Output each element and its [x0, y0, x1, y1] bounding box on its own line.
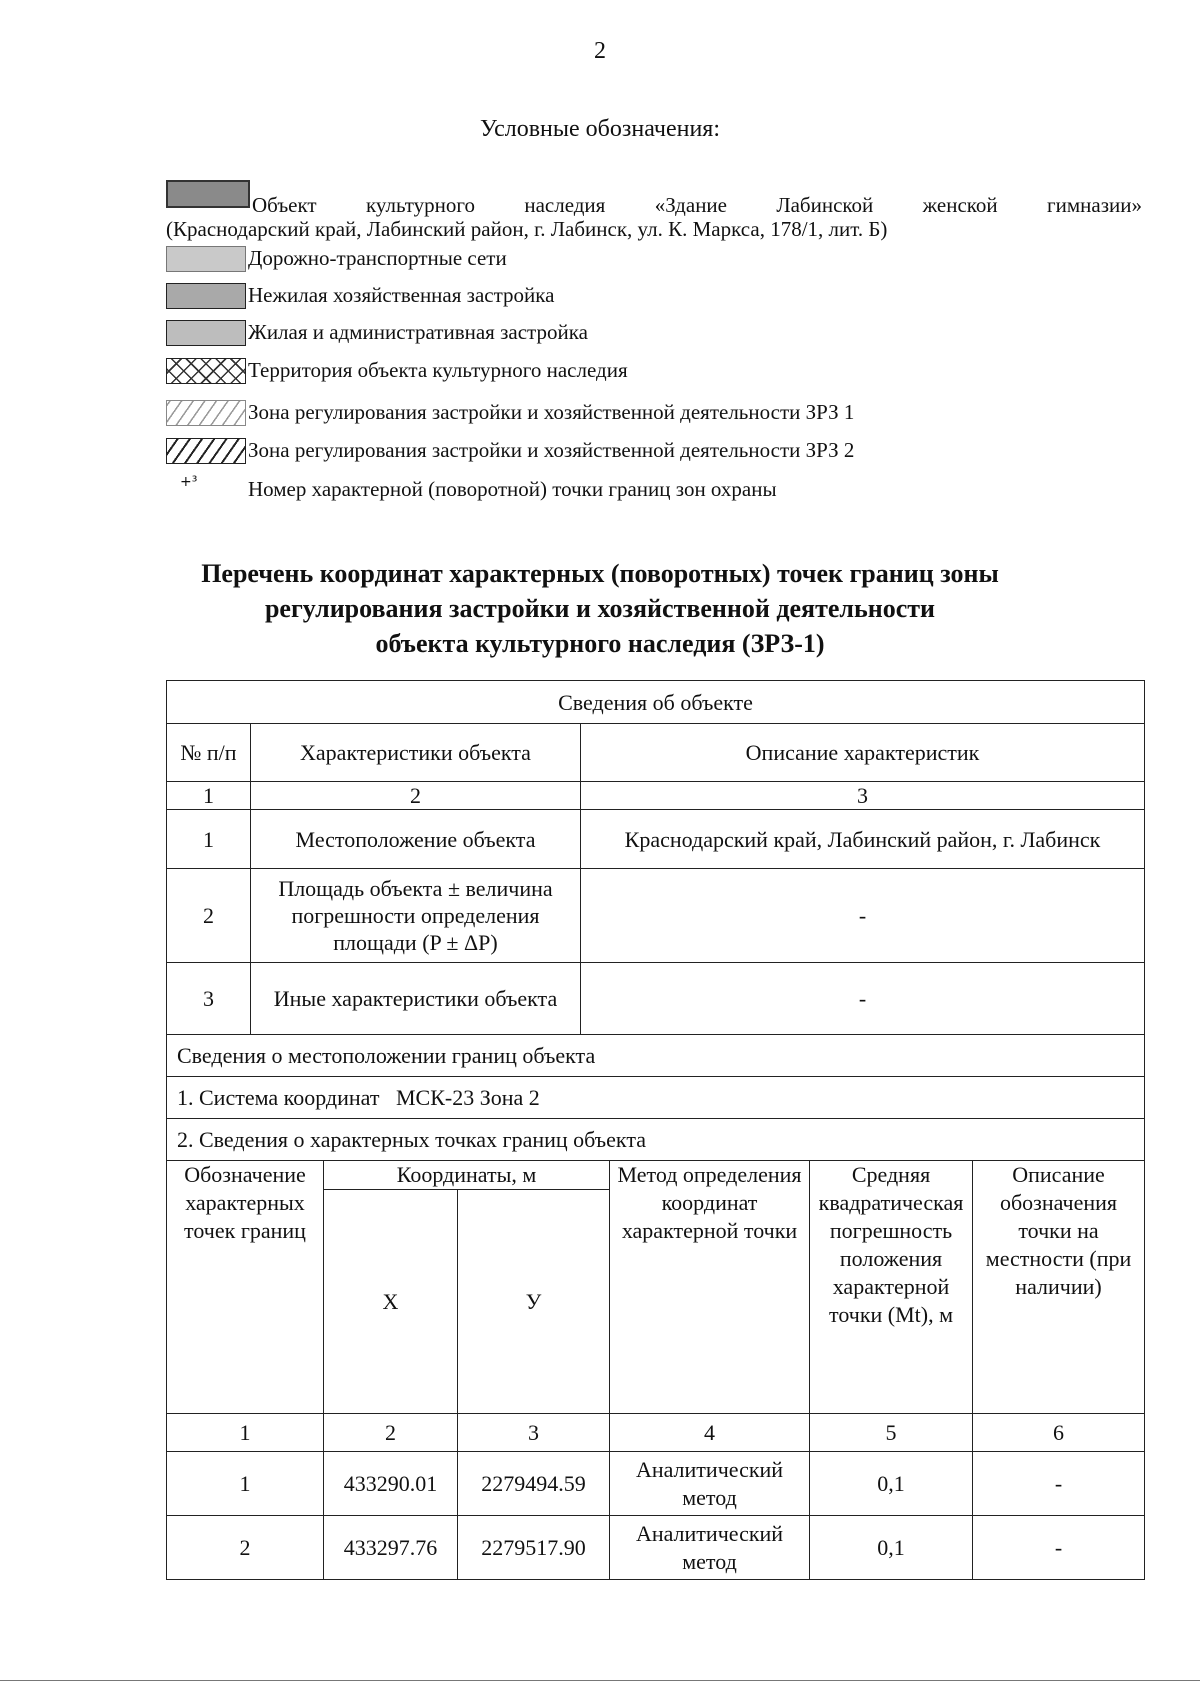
heritage-territory-swatch — [166, 358, 246, 384]
column-number-row — [167, 782, 1145, 810]
table-row — [167, 810, 1145, 869]
column-header: Характеристики объекта — [251, 724, 581, 782]
points-section-title: 2. Сведения о характерных точках границ объекта — [167, 1119, 1145, 1161]
zone-zrz2-swatch — [166, 438, 246, 464]
column-number: 1 — [167, 1414, 324, 1452]
point-number: 2 — [167, 1516, 324, 1580]
column-header-description: Описание обозначения точки на местности (при наличии) — [973, 1161, 1145, 1414]
method: Аналитический метод — [610, 1516, 810, 1580]
row-number: 1 — [167, 810, 251, 869]
error-value: 0,1 — [810, 1452, 973, 1516]
row-name: Площадь объекта ± величина погрешности определения площади (P ± ΔP) — [251, 869, 581, 963]
column-header-x: Х — [324, 1190, 458, 1414]
method: Аналитический метод — [610, 1452, 810, 1516]
row-value: - — [581, 869, 1145, 963]
table-row — [167, 681, 1145, 724]
non-residential-buildings-swatch — [166, 283, 246, 309]
column-header-coordinates: Координаты, м — [324, 1161, 610, 1190]
column-number: 6 — [973, 1414, 1145, 1452]
legend-item-label: Зона регулирования застройки и хозяйственной деятельности ЗРЗ 1 — [248, 400, 855, 424]
table-header-row — [167, 1161, 1145, 1190]
legend-title: Условные обозначения: — [479, 116, 721, 142]
object-info-table — [166, 680, 1145, 1161]
column-number: 4 — [610, 1414, 810, 1452]
column-number: 2 — [251, 782, 581, 810]
location-section-title: Сведения о местоположении границ объекта — [167, 1035, 1145, 1077]
point-description: - — [973, 1516, 1145, 1580]
row-value: - — [581, 963, 1145, 1035]
table-row — [167, 1077, 1145, 1119]
column-number-row — [167, 1414, 1145, 1452]
column-number: 3 — [581, 782, 1145, 810]
table-row — [167, 1035, 1145, 1077]
row-number: 2 — [167, 869, 251, 963]
coordinate-x: 433290.01 — [324, 1452, 458, 1516]
coordinate-y: 2279494.59 — [458, 1452, 610, 1516]
column-header-designation: Обозначение характерных точек границ — [167, 1161, 324, 1414]
legend-item-label: Дорожно-транспортные сети — [248, 246, 507, 270]
column-header-method: Метод определения координат характерной точки — [610, 1161, 810, 1414]
coordinate-y: 2279517.90 — [458, 1516, 610, 1580]
point-description: - — [973, 1452, 1145, 1516]
column-header-error: Средняя квадратическая погрешность положения характерной точки (Mt), м — [810, 1161, 973, 1414]
column-number: 3 — [458, 1414, 610, 1452]
legend-item-label-continued: (Краснодарский край, Лабинский район, г. Лабинск, ул. К. Маркса, 178/1, лит. Б) — [166, 217, 888, 241]
error-value: 0,1 — [810, 1516, 973, 1580]
coordinate-system: 1. Система координат МСК-23 Зона 2 — [167, 1077, 1145, 1119]
column-number: 2 — [324, 1414, 458, 1452]
table-row — [167, 869, 1145, 963]
page-number: 2 — [594, 38, 606, 64]
legend-item-label: Территория объекта культурного наследия — [248, 358, 628, 382]
legend-item-point-number-label: Номер характерной (поворотной) точки границ зон охраны — [248, 477, 777, 501]
column-header-y: У — [458, 1190, 610, 1414]
row-value: Краснодарский край, Лабинский район, г. Лабинск — [581, 810, 1145, 869]
heading-line: Перечень координат характерных (поворотных) точек границ зоны — [201, 559, 999, 588]
legend-item-label: Жилая и административная застройка — [248, 320, 588, 344]
bottom-rule — [0, 1680, 1200, 1681]
row-number: 3 — [167, 963, 251, 1035]
column-number: 5 — [810, 1414, 973, 1452]
column-number: 1 — [167, 782, 251, 810]
table-row — [167, 963, 1145, 1035]
heading-line: регулирования застройки и хозяйственной деятельности — [264, 594, 936, 623]
road-network-swatch — [166, 246, 246, 272]
legend-item-label: Нежилая хозяйственная застройка — [248, 283, 555, 307]
page-heading — [0, 556, 1200, 661]
table-row — [167, 1516, 1145, 1580]
table-title: Сведения об объекте — [167, 681, 1145, 724]
coordinates-table — [166, 1160, 1145, 1580]
column-header: № п/п — [167, 724, 251, 782]
table-row — [167, 1452, 1145, 1516]
point-number: 1 — [167, 1452, 324, 1516]
column-header: Описание характеристик — [581, 724, 1145, 782]
coordinate-x: 433297.76 — [324, 1516, 458, 1580]
row-name: Иные характеристики объекта — [251, 963, 581, 1035]
heading-line: объекта культурного наследия (ЗРЗ-1) — [375, 629, 825, 658]
residential-admin-buildings-swatch — [166, 320, 246, 346]
legend-item-label: Зона регулирования застройки и хозяйственной деятельности ЗРЗ 2 — [248, 438, 855, 462]
table-row — [167, 1119, 1145, 1161]
zone-zrz1-swatch — [166, 400, 246, 426]
legend-item-label: Объект культурного наследия «Здание Лабинской женской гимназии» — [252, 193, 1142, 217]
point-number-icon: +³ — [180, 474, 198, 490]
cultural-heritage-object-swatch — [166, 180, 250, 208]
table-header-row — [167, 724, 1145, 782]
row-name: Местоположение объекта — [251, 810, 581, 869]
